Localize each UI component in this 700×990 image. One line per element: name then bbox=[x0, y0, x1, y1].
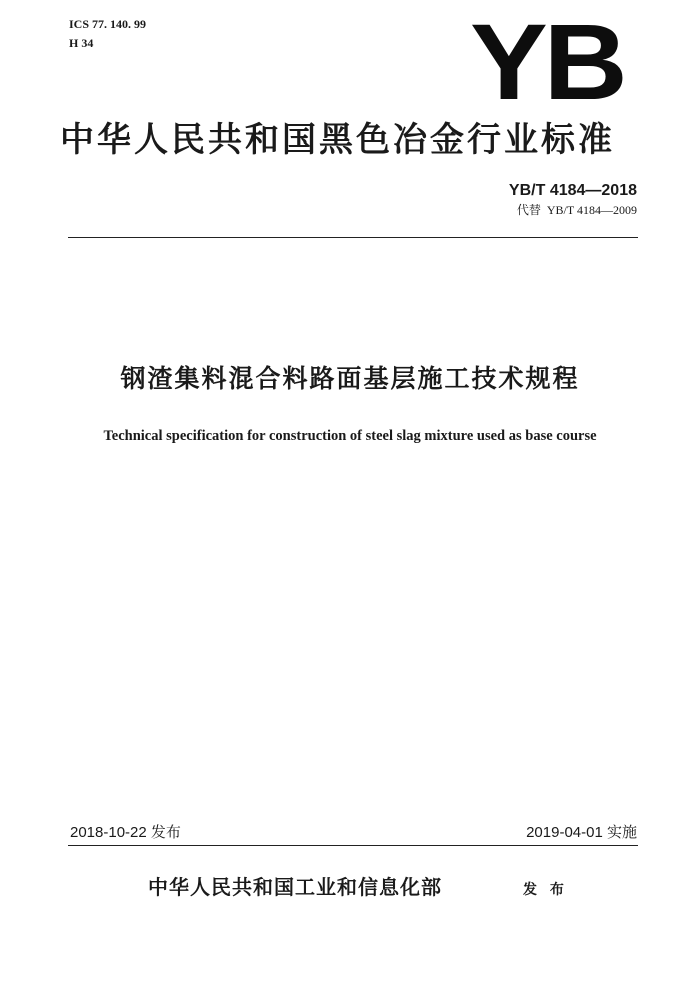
document-title-chinese: 钢渣集料混合料路面基层施工技术规程 bbox=[120, 364, 580, 393]
top-divider bbox=[68, 237, 638, 238]
standard-number: YB/T 4184—2018 bbox=[508, 182, 637, 199]
ics-code: ICS 77. 140. 99 bbox=[69, 17, 147, 31]
yb-logo: YB bbox=[470, 1, 624, 122]
publish-label: 发 布 bbox=[523, 882, 568, 898]
replaces-note bbox=[517, 202, 637, 218]
industry-standard-title: 中华人民共和国黑色冶金行业标准 bbox=[60, 120, 615, 160]
implementation-date: 2019-04-01 实施 bbox=[526, 824, 637, 841]
replaced-standard-code: YB/T 4184—2009 bbox=[546, 203, 637, 217]
issue-date: 2018-10-22 发布 bbox=[70, 824, 181, 841]
publisher-name: 中华人民共和国工业和信息化部 bbox=[148, 875, 442, 899]
document-title-english: Technical specification for construction of steel slag mixture used as base course bbox=[103, 428, 597, 444]
bottom-divider bbox=[68, 845, 638, 846]
classification-code: H 34 bbox=[69, 36, 94, 50]
replaces-label: 代替 bbox=[516, 203, 541, 217]
